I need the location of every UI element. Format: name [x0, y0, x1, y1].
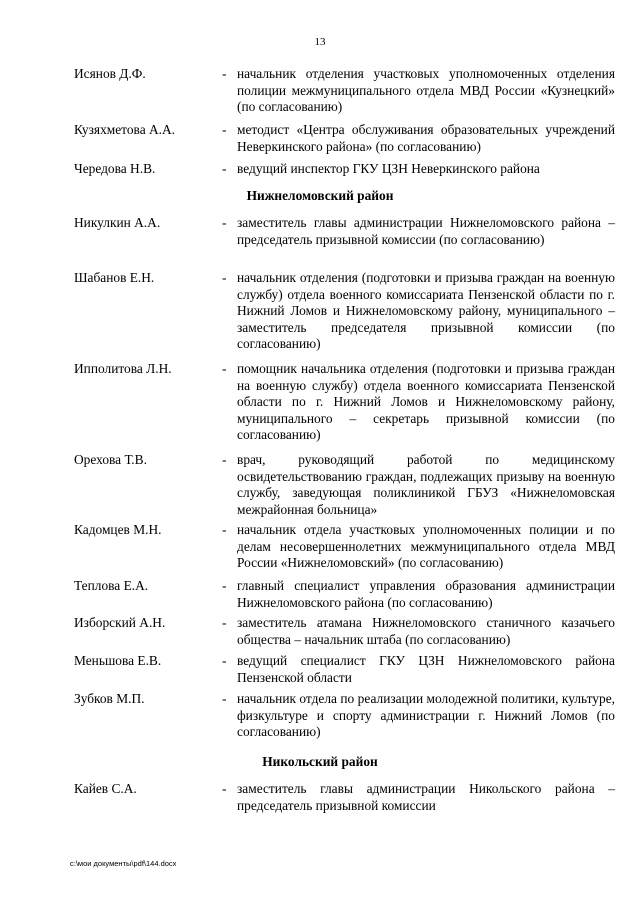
person-name: Зубков М.П. [74, 691, 145, 706]
person-name: Теплова Е.А. [74, 578, 149, 593]
person-name: Орехова Т.В. [74, 452, 147, 467]
section-title: Никольский район [262, 754, 378, 769]
dash: - [222, 781, 227, 796]
position-description: заместитель атамана Нижнеломовского станичного казачьего общества – начальник штаба (по согласованию) [237, 615, 615, 647]
dash: - [222, 691, 227, 706]
dash: - [222, 66, 227, 81]
position-description: методист «Центра обслуживания образовательных учреждений Неверкинского района» (по согласованию) [237, 122, 615, 154]
page-number: 13 [314, 36, 326, 48]
dash: - [222, 452, 227, 467]
position-description: ведущий инспектор ГКУ ЦЗН Неверкинского района [237, 161, 540, 176]
position-description: начальник отдела участковых уполномоченных полиции и по делам несовершеннолетних межмуниципального отдела МВД России «Нижнеломовский» (по согласованию) [237, 522, 615, 571]
position-description: врач, руководящий работой по медицинскому освидетельствованию граждан, подлежащих призыву на военную службу, заведующая поликлиникой ГБУЗ «Нижнеломовская межрайонная больница» [237, 452, 615, 517]
person-name: Шабанов Е.Н. [74, 270, 155, 285]
dash: - [222, 522, 227, 537]
person-name: Ипполитова Л.Н. [74, 361, 172, 376]
position-description: начальник отделения участковых уполномоченных отделения полиции межмуниципального отдела МВД России «Кузнецкий» (по согласованию) [237, 66, 615, 115]
dash: - [222, 578, 227, 593]
position-description: начальник отделения (подготовки и призыва граждан на военную службу) отдела военного комиссариата Пензенской области по г. Нижний Ломов и Нижнеломовскому району, муниципального – заместитель председателя призывной комиссии (по согласованию) [237, 270, 615, 352]
dash: - [222, 653, 227, 668]
person-name: Кузяхметова А.А. [74, 122, 176, 137]
person-name: Изборский А.Н. [74, 615, 166, 630]
section-title: Нижнеломовский район [246, 188, 394, 203]
position-description: главный специалист управления образования администрации Нижнеломовского района (по согласованию) [237, 578, 615, 610]
dash: - [222, 215, 227, 230]
position-description: ведущий специалист ГКУ ЦЗН Нижнеломовского района Пензенской области [237, 653, 615, 685]
dash: - [222, 615, 227, 630]
person-name: Кадомцев М.Н. [74, 522, 162, 537]
person-name: Исянов Д.Ф. [74, 66, 146, 81]
person-name: Меньшова Е.В. [74, 653, 162, 668]
position-description: начальник отдела по реализации молодежной политики, культуре, физкультуре и спорту администрации г. Нижний Ломов (по согласованию) [237, 691, 615, 740]
dash: - [222, 270, 227, 285]
file-path-footer: c:\мои документы\pdf\144.docx [70, 859, 177, 868]
dash: - [222, 361, 227, 376]
person-name: Кайев С.А. [74, 781, 137, 796]
person-name: Никулкин А.А. [74, 215, 161, 230]
dash: - [222, 161, 227, 176]
position-description: помощник начальника отделения (подготовки и призыва граждан на военную службу) отдела военного комиссариата Пензенской области по г. Нижний Ломов и Нижнеломовскому району, муниципального – секретарь призывной комиссии (по согласованию) [237, 361, 615, 443]
position-description: заместитель главы администрации Нижнеломовского района – председатель призывной комиссии (по согласованию) [237, 215, 615, 247]
person-name: Чередова Н.В. [74, 161, 156, 176]
position-description: заместитель главы администрации Никольского района – председатель призывной комиссии [237, 781, 615, 813]
dash: - [222, 122, 227, 137]
